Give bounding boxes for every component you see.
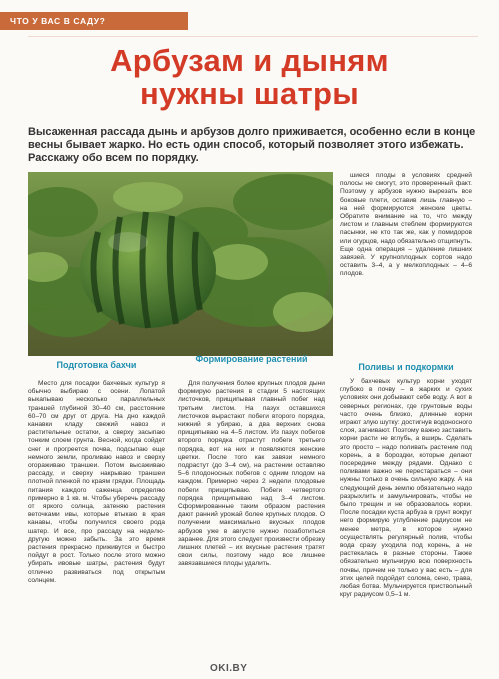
column-3-text: У бахчевых культур корни уходят глубоко в почву – в жарких и сухих условиях они добывают себе воду. А вот в северных регионах, где грунтовые воды часто очень близко, длинные корни играют злую шутку: достигнув водоносного слоя, загнивают. Поэтому важно заставить корни расти не вглубь, а вширь. Сделать это просто – надо поливать растение под корень, а в бороздки, которые делают посередине между рядами. Однако с поливами важно не перестараться – они нужны только в очень сильную жару. А на следующий день землю обязательно надо разрыхлить и замульчировать, чтобы не было трещин и не образовалось корки. После посадки куста арбуза в грунт вокруг него формирую углубление радиусом не менее метра, в которое нужно осуществлять регулярный полив, чтобы вода сразу уходила под корень, а не растекалась в разные стороны. Также обязательно мульчирую всю поверхность почвы, причем не только у вас есть – для этих целей подойдет солома, сено, трава, любая ботва. Мульчируется приствольный круг радиусом 0,5–1 м. [340, 378, 472, 599]
column-2-text: Для получения более крупных плодов дыни формирую растения в стадии 5 настоящих листочков, прищипывая главный побег над третьим листом. На пазух оставшихся листочков вырастают побеги второго порядка, нижний я убираю, а два верхних снова прищипываю на 4–5 листом. Из пазух побегов второго порядка отрастут побеги третьего порядка, вот на них и появляются женские цветки. После того как завязи немного подрастут (до 3–4 см), на растении оставляю 5–6 плодоносных побегов с одним плодом на каждом. Примерно через 2 недели плодовые побеги прищипываю. Побеги четвертого порядка прищипываю над 3–4 листом. Сформированные таким образом растения дают ранний урожай более крупных плодов. О получении максимально вкусных плодов арбузов уже в августе нужно позаботиться заранее. Для этого следует произвести обрезку лишних плетей – их вкусные растения тратят свои силы, поэтому надо все лишнее завязавшиеся плоды удалить. [178, 380, 325, 568]
title-line-1: Арбузам и дыням [110, 43, 389, 78]
site-watermark: OKI.BY [210, 663, 248, 674]
watermelon-photo [28, 172, 333, 356]
article-lead: Высаженная рассада дынь и арбузов долго приживается, особенно если в конце весны бывает жарко. Но есть один способ, который позволяет этого избежать. Расскажу обо всем по порядку. [28, 126, 476, 164]
subheading-formirovanie: Формирование растений [195, 354, 308, 364]
section-tag: ЧТО У ВАС В САДУ? [0, 12, 188, 30]
top-bar [0, 0, 499, 30]
subheading-polivy: Поливы и подкормки [358, 362, 454, 372]
column-1-text: Место для посадки бахчевых культур я обычно выбираю с осени. Лопатой выкапываю несколько параллельных траншей глубиной 30–40 см, расстояние 60–70 см друг от друга. На дно каждой канавки кладу свежий навоз и растительные остатки, а сверху засыпаю тонким слоем грунта. Весной, когда сойдет снег и прогреется почва, подсыпаю еще немного земли, проливаю навоз и сверху огораживаю траншеи. Потом высаживаю рассаду, и сверху накрываю траншеи плотной пленкой по краям грядки. Площадь питания каждого саженца определяю примерно в 1 кв. м. Чтобы уберечь рассаду от яркого солнца, затеняю растения веточками ивы, которые втыкаю в края канавы, чтобы получился своего рода шатер. И все, про рассаду на неделю-другую можно забыть. За это время растения прекрасно приживутся и быстро пойдут в рост. Только после этого можно убирать ивовые шатры, растения будут отлично развиваться под открытым солнцем. [28, 380, 165, 584]
right-column-top-text: шиеся плоды в условиях средней полосы не смогут, это проверенный факт. Поэтому у арбузов нужно вырезать все боковые плети, оставив лишь главную – на ней формируются женские цветы. Обратите внимание на то, что между листом и главным стеблем формируются пасынки, не кто так же, как у помидоров или огурцов, надо обязательно отщипнуть. Еще одна операция – удаление лишних завязей. У крупноплодных сортов надо оставить 3–4, а у мелкоплодных – 4–6 плодов. [340, 172, 472, 278]
article-title [0, 44, 499, 110]
header-rule [28, 36, 478, 37]
watermelon-illustration [28, 172, 333, 356]
subheading-bakhcha: Подготовка бахчи [56, 360, 137, 370]
title-line-2: нужны шатры [139, 76, 360, 111]
